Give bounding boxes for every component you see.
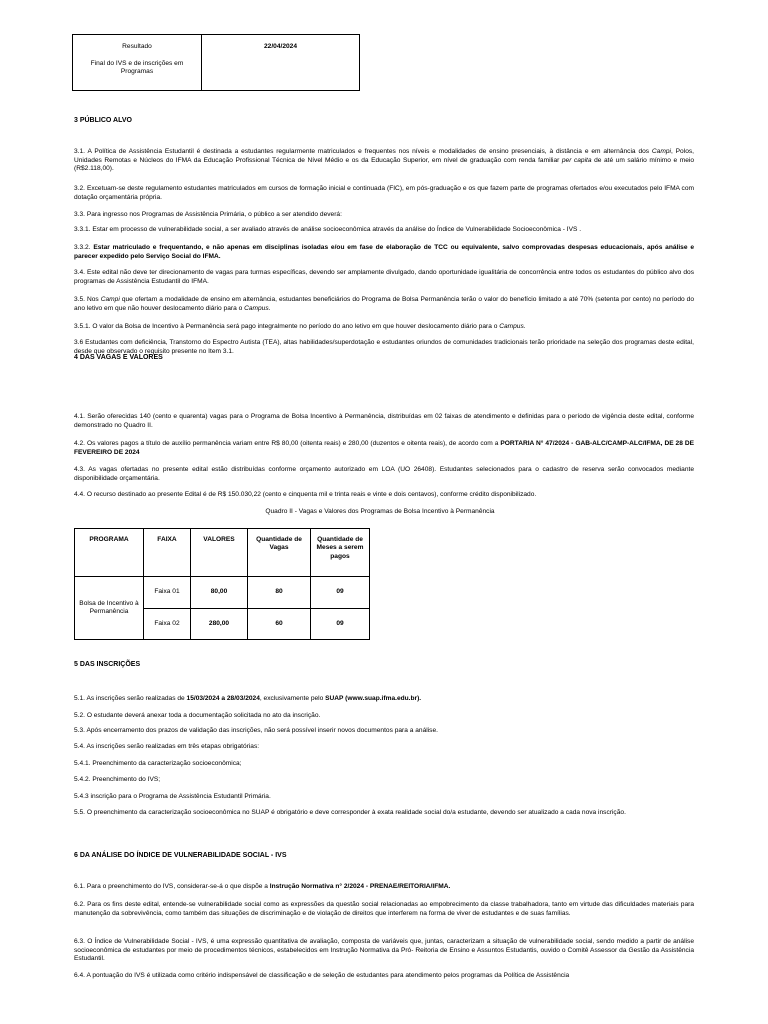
p35-campus: Campus xyxy=(244,304,269,312)
p42-portaria: PORTARIA N° 47/2024 - GAB-ALC/CAMP-ALC/IFMA, DE 28 DE FEVEREIRO DE 2024 xyxy=(74,440,694,456)
paragraph-6-2: 6.2. Para os fins deste edital, entende-se vulnerabilidade social como as expressões da questão social relacionadas ao empobrecimento da classe trabalhadora, tanto em virtude das dificuldades materiais para manutenção da sobrevivência, como também das situações de discriminação e de violação de direitos que interferem na forma de viver de estudantes e de suas famílias. xyxy=(74,901,694,917)
vacancies-table xyxy=(74,528,370,640)
p42-text: 4.2. Os valores pagos a título de auxílio permanência variam entre R$ 80,00 (oitenta reais) e 280,00 (duzentos e oitenta reais), de acordo com a xyxy=(74,440,501,447)
paragraph-3-3-2 xyxy=(74,244,694,261)
valor-cell: 280,00 xyxy=(191,608,248,640)
p35-text-c: . xyxy=(268,304,271,312)
section-6-title: 6 DA ANÁLISE DO ÍNDICE DE VULNERABILIDADE SOCIAL - IVS xyxy=(74,852,287,859)
paragraph-5-2: 5.2. O estudante deverá anexar toda a documentação solicitada no ato da inscrição. xyxy=(74,712,321,719)
section-5-title: 5 DAS INSCRIÇÕES xyxy=(74,661,141,668)
p61-text: 6.1. Para o preenchimento do IVS, considerar-se-á o que dispõe a xyxy=(74,883,270,890)
faixa-cell: Faixa 01 xyxy=(144,577,191,609)
meses-cell: 09 xyxy=(311,608,370,640)
paragraph-4-4: 4.4. O recurso destinado ao presente Edital é de R$ 150.030,22 (cento e cinquenta mil e trinta reais e vinte e dois centavos), conforme crédito disponibilizado. xyxy=(74,491,537,498)
result-label-cell xyxy=(73,35,202,90)
table-caption: Quadro II - Vagas e Valores dos Programas de Bolsa Incentivo à Permanência xyxy=(265,508,495,515)
result-label-line3: Programas xyxy=(120,68,154,76)
p51-dates: 15/03/2024 a 28/03/2024 xyxy=(186,695,260,702)
table-header-row xyxy=(75,529,370,577)
header-quantidade-meses: Quantidade de Meses a serem pagos xyxy=(311,529,370,577)
p31-per-capita: per capita xyxy=(561,156,592,164)
paragraph-5-5: 5.5. O preenchimento da caracterização socioeconômica no SUAP é obrigatório e deve corresponder à exata realidade social do/a estudante, devendo ser atualizado a cada nova inscrição. xyxy=(74,809,626,816)
paragraph-4-3: 4.3. As vagas ofertadas no presente edital estão distribuídas conforme orçamento autorizado em LOA (UO 26408). Estudantes selecionados para o cadastro de reserva serão convocados mediante disponibilidade orçamentária. xyxy=(74,466,694,482)
paragraph-3-1 xyxy=(74,148,694,174)
result-date-box xyxy=(72,34,360,91)
paragraph-3-5-1 xyxy=(74,323,694,332)
paragraph-3-4: 3.4. Este edital não deve ter direcionamento de vagas para turmas específicas, devendo ser amplamente divulgado, dando oportunidade igualitária de concorrência entre todos os estudantes do público alvo dos programas de Assistência Estudantil do IFMA. xyxy=(74,269,694,285)
paragraph-3-6: 3.6 Estudantes com deficiência, Transtorno do Espectro Autista (TEA), altas habilidades/superdotação e estudantes oriundos de comunidades tradicionais terão prioridade na seleção dos programas deste edital, desde que observado o requisito presente no Item 3.1. xyxy=(74,339,694,355)
paragraph-5-4: 5.4. As inscrições serão realizadas em três etapas obrigatórias: xyxy=(74,743,260,750)
section-3-title: 3 PÚBLICO ALVO xyxy=(74,117,132,124)
paragraph-4-1: 4.1. Serão oferecidas 140 (cento e quarenta) vagas para o Programa de Bolsa Incentivo à Permanência, distribuídas em 02 faixas de atendimento e definidas para o período de vigência deste edital, conforme demonstrado no Quadro II. xyxy=(74,413,694,429)
paragraph-3-3-1: 3.3.1. Estar em processo de vulnerabilidade social, a ser avaliado através de análise socioeconômica através da análise do Índice de Vulnerabilidade Socioeconômica - IVS . xyxy=(74,226,582,233)
faixa-cell: Faixa 02 xyxy=(144,608,191,640)
vagas-cell: 60 xyxy=(248,608,311,640)
p51-text-c: , exclusivamente pelo xyxy=(259,695,326,702)
paragraph-5-3: 5.3. Após encerramento dos prazos de validação das inscrições, não será possível inserir novos documentos para a análise. xyxy=(74,727,438,734)
result-label-line1: Resultado xyxy=(122,43,152,50)
paragraph-5-1 xyxy=(74,695,694,704)
program-name-cell: Bolsa de Incentivo à Permanência xyxy=(75,577,144,640)
p61-instrucao: Instrução Normativa n° 2/2024 - PRENAE/REITORIA/IFMA. xyxy=(269,883,451,890)
paragraph-5-4-2: 5.4.2. Preenchimento do IVS; xyxy=(74,776,161,783)
p35-text-a: 3.5. Nos xyxy=(74,296,101,303)
meses-cell: 09 xyxy=(311,577,370,609)
p31-text-a: 3.1. A Política de Assistência Estudantil é destinada a estudantes regularmente matriculados e frequentes nos níveis e modalidades de ensino presenciais, à distância e em alternância dos xyxy=(74,148,652,155)
valor-cell: 80,00 xyxy=(191,577,248,609)
vagas-cell: 80 xyxy=(248,577,311,609)
p31-campi: Campi xyxy=(651,148,671,155)
paragraph-4-2 xyxy=(74,440,694,457)
p31-text-b: , Polos, Unidades Remotas e Núcleos do IFMA da Educação Profissional Técnica de Nível Médio e os da Educação Superior, em nível de graduação com renda familiar xyxy=(74,148,694,164)
result-date: 22/04/2024 xyxy=(263,43,297,50)
p35-text-b: que ofertam a modalidade de ensino em alternância, estudantes beneficiários do Programa de Bolsa Permanência terão o valor do benefício limitado a até 70% (setenta por cento) no período do ano letivo em que não houver deslocamento diário para o xyxy=(74,296,694,312)
p31-text-c: de até um salário mínimo e meio (R$2.118,00). xyxy=(74,156,694,173)
paragraph-5-4-3: 5.4.3 inscrição para o Programa de Assistência Estudantil Primária. xyxy=(74,793,271,800)
paragraph-6-4: 6.4. A pontuação do IVS é utilizada como critério indispensável de classificação e de seleção de estudantes para atendimento pelos programas da Política de Assistência xyxy=(74,972,570,979)
p332-number: 3.3.2. xyxy=(74,244,94,251)
header-programa: PROGRAMA xyxy=(75,529,144,577)
paragraph-3-3: 3.3. Para ingresso nos Programas de Assistência Primária, o público a ser atendido deverá: xyxy=(74,211,342,218)
paragraph-6-3: 6.3. O Índice de Vulnerabilidade Social - IVS, é uma expressão quantitativa de avaliação, composta de variáveis que, juntas, caracterizam a situação de vulnerabilidade social, sendo medido a partir de análise socioeconômica de estudantes por meio de procedimentos técnicos, estabelecidos em Instrução Normativa da Pró- Reitoria de Ensino e Assuntos Estudantis, ouvido o Comitê Assessor da Gestão da Assistência Estudantil. xyxy=(74,938,694,963)
paragraph-6-1 xyxy=(74,883,694,892)
p51-text-a: 5.1. As inscrições serão realizadas de xyxy=(74,695,187,702)
paragraph-5-4-1: 5.4.1. Preenchimento da caracterização socioeconômica; xyxy=(74,760,242,767)
p351-campus: Campus xyxy=(499,323,524,330)
p332-text: Estar matriculado e frequentando, e não apenas em disciplinas isoladas e/ou em fase de elaboração de TCC ou equivalente, salvo comprovadas despesas educacionais, após análise e parecer expedido pelo Serviço Social do IFMA. xyxy=(74,244,694,260)
header-valores: VALORES xyxy=(191,529,248,577)
p35-campi: Campi xyxy=(100,296,120,303)
paragraph-3-5 xyxy=(74,296,694,313)
header-faixa: FAIXA xyxy=(144,529,191,577)
section-4-title: 4 DAS VAGAS E VALORES xyxy=(74,354,163,361)
p51-suap: SUAP (www.suap.ifma.edu.br). xyxy=(325,695,422,702)
header-quantidade-vagas: Quantidade de Vagas xyxy=(248,529,311,577)
table-row xyxy=(75,577,370,609)
p351-text-a: 3.5.1. O valor da Bolsa de Incentivo à Permanência será pago integralmente no período do ano letivo em que houver deslocamento diário para o xyxy=(74,323,500,330)
result-date-cell xyxy=(202,35,359,90)
paragraph-3-2: 3.2. Excetuam-se deste regulamento estudantes matriculados em cursos de formação inicial e continuada (FIC), em pós-graduação e os que fazem parte de programas ofertados e/ou executados pelo IFMA com dotação orçamentária própria. xyxy=(74,185,694,201)
result-label-line2: Final do IVS e de inscrições em xyxy=(90,59,184,67)
p351-text-b: . xyxy=(523,323,526,330)
